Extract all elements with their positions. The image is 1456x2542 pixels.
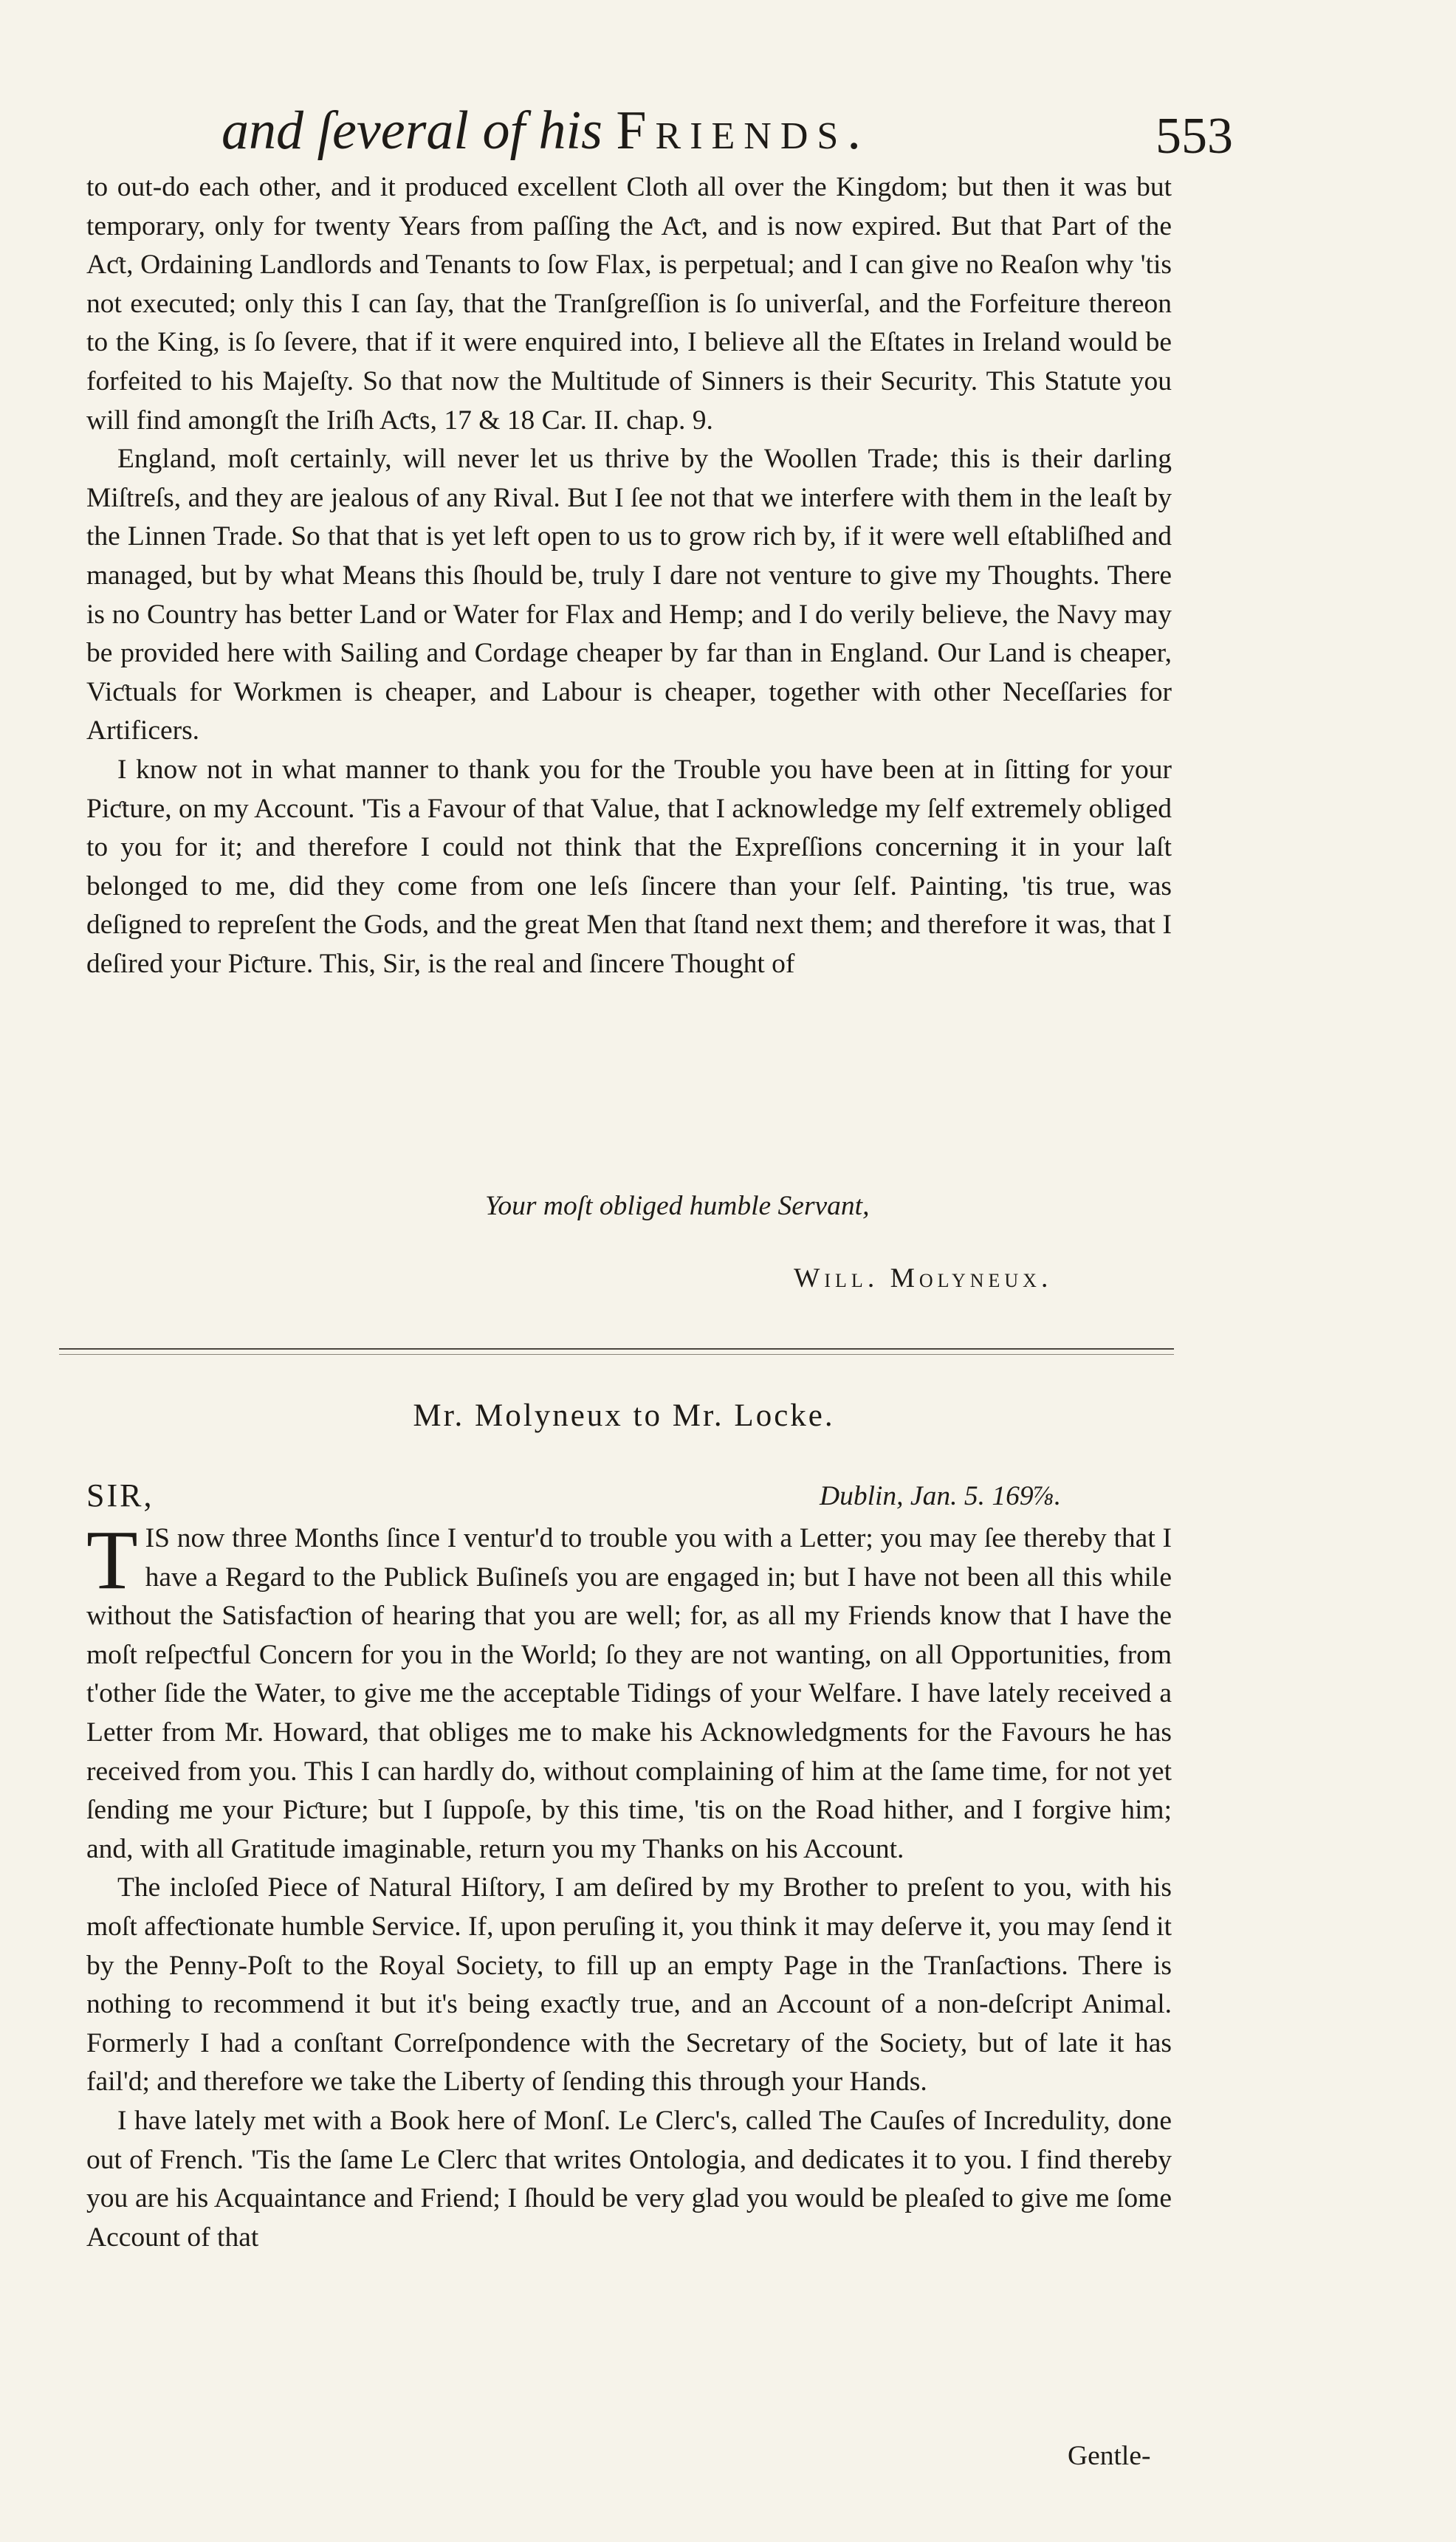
letter2-salutation: SIR, [86, 1477, 154, 1514]
page-number: 553 [1155, 108, 1233, 165]
letter1-paragraph-1: to out-do each other, and it produced excellent Cloth all over the Kingdom; but then it was but temporary, only for twenty Years from paſſing the Aƈt, and is now expired. But that Part of the Aƈt, Ordaining Landlords and Tenants to ſow Flax, is perpetual; and I can give no Reaſon why 'tis not executed; only this I can ſay, that the Tranſgreſſion is ſo univerſal, and the Forfeiture thereon to the King, is ſo ſevere, that if it were enquired into, I believe all the Eſtates in Ireland would be forfeited to his Majeſty. So that now the Multitude of Sinners is their Security. This Statute you will find amongſt the Iriſh Aƈts, 17 & 18 Car. II. chap. 9. [86, 172, 1172, 436]
running-head-caps: Friends. [616, 100, 870, 161]
letter2-dateline: Dublin, Jan. 5. 169⅞. [820, 1481, 1062, 1511]
letter2-paragraph-3: I have lately met with a Book here of Monſ. Le Clerc's, called The Cauſes of Incredulity, done out of French. 'Tis the ſame Le Clerc that writes Ontologia, and dedicates it to you. I find thereby you are his Acquaintance and Friend; I ſhould be very glad you would be pleaſed to give me ſome Account of that [86, 2105, 1172, 2253]
letter2-paragraph-1 [86, 1513, 1172, 1869]
running-head [222, 100, 1240, 161]
letter2-paragraph-2: The incloſed Piece of Natural Hiſtory, I am deſired by my Brother to preſent to you, with his moſt affeƈtionate humble Service. If, upon peruſing it, you think it may deſerve it, you may ſend it by the Penny-Poſt to the Royal Society, to fill up an empty Page in the Tranſaƈtions. There is nothing to recommend it but it's being exaƈtly true, and an Account of a non-deſcript Animal. Formerly I had a conſtant Correſpondence with the Secretary of the Society, but of late it has fail'd; and therefore we take the Liberty of ſending this through your Hands. [86, 1872, 1172, 2098]
letter2-heading: Mr. Molyneux to Mr. Locke. [413, 1398, 835, 1433]
section-divider [59, 1348, 1174, 1350]
letter1-signature: Will. Molyneux. [794, 1263, 1053, 1294]
running-head-italic: and ſeveral of his [222, 100, 602, 161]
letter1-paragraph-2: England, moſt certainly, will never let us thrive by the Woollen Trade; this is their darling Miſtreſs, and they are jealous of any Rival. But I ſee not that we interfere with them in the leaſt by the Linnen Trade. So that that is yet left open to us to grow rich by, if it were well eſtabliſhed and managed, but by what Means this ſhould be, truly I dare not venture to give my Thoughts. There is no Country has better Land or Water for Flax and Hemp; and I do verily believe, the Navy may be provided here with Sailing and Cordage cheaper by far than in England. Our Land is cheaper, Viƈtuals for Workmen is cheaper, and Labour is cheaper, together with other Neceſſaries for Artificers. [86, 444, 1172, 746]
drop-cap: T [86, 1513, 138, 1607]
letter1-body [86, 168, 1172, 983]
catchword: Gentle- [1068, 2441, 1151, 2471]
letter2-paragraph-1-text: IS now three Months ſince I ventur'd to trouble you with a Letter; you may ſee thereby that I have a Regard to the Publick Buſineſs you are engaged in; but I have not been all this while without the Satisfaƈtion of hearing that you are well; for, as all my Friends know that I have the moſt reſpeƈtful Concern for you in the World; ſo they are not wanting, on all Opportunities, from t'other ſide the Water, to give me the acceptable Tidings of your Welfare. I have lately received a Letter from Mr. Howard, that obliges me to make his Acknowledgments for the Favours he has received from you. This I can hardly do, without complaining of him at the ſame time, for not yet ſending me your Piƈture; but I ſuppoſe, by this time, 'tis on the Road hither, and I forgive him; and, with all Gratitude imaginable, return you my Thanks on his Account. [86, 1523, 1172, 1864]
letter1-paragraph-3: I know not in what manner to thank you for the Trouble you have been at in ſitting for your Piƈture, on my Account. 'Tis a Favour of that Value, that I acknowledge my ſelf extremely obliged to you for it; and therefore I could not think that the Expreſſions concerning it in your laſt belonged to me, did they come from one leſs ſincere than your ſelf. Painting, 'tis true, was deſigned to repreſent the Gods, and the great Men that ſtand next them; and therefore it was, that I deſired your Piƈture. This, Sir, is the real and ſincere Thought of [86, 754, 1172, 979]
section-divider-thin [59, 1354, 1174, 1355]
letter1-closing: Your moſt obliged humble Servant, [485, 1191, 870, 1221]
letter2-body [86, 1513, 1172, 2257]
